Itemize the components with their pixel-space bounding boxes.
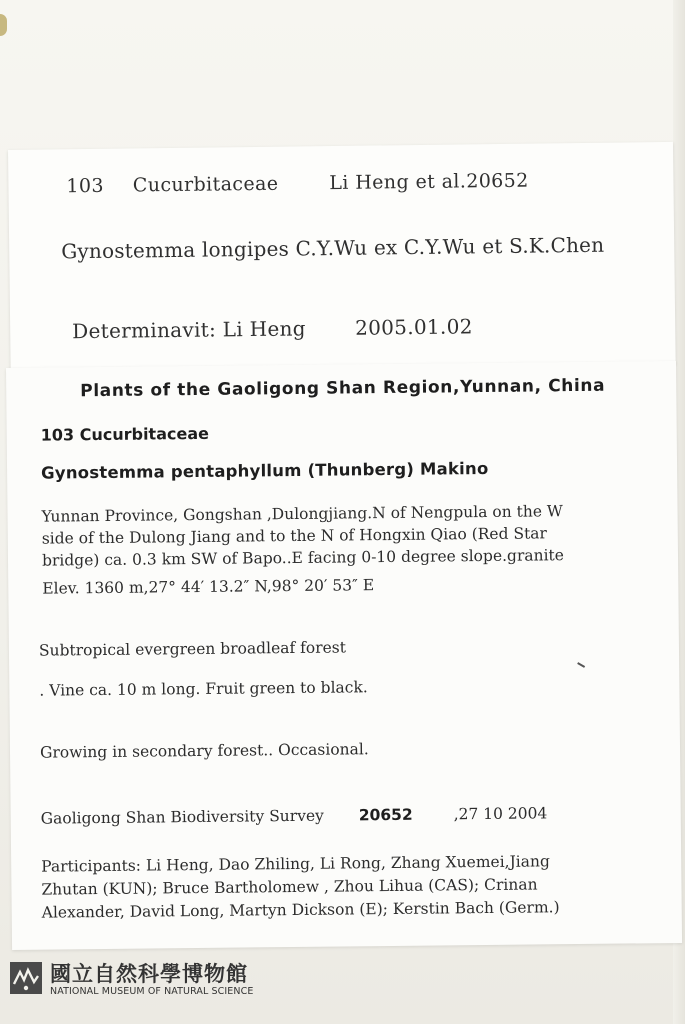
determination-label bbox=[8, 142, 676, 372]
locality-line: bridge) ca. 0.3 km SW of Bapo..E facing 0-10 degree slope.granite bbox=[41, 546, 565, 570]
museum-name-cn: 國立自然科學博物館 bbox=[50, 962, 248, 986]
label-habitat: Subtropical evergreen broadleaf forest bbox=[38, 638, 347, 660]
specimen-label bbox=[6, 361, 682, 950]
museum-logo-icon bbox=[10, 962, 42, 994]
collection-number: 20652 bbox=[358, 805, 413, 825]
label-survey-line bbox=[41, 804, 548, 827]
det-number: 103 bbox=[66, 174, 105, 198]
label-participants bbox=[41, 850, 560, 924]
pen-mark bbox=[577, 662, 585, 668]
survey-name: Gaoligong Shan Biodiversity Survey bbox=[40, 806, 324, 828]
label-title: Plants of the Gaoligong Shan Region,Yunnan, China bbox=[80, 375, 606, 402]
label-elevation: Elev. 1360 m,27° 44′ 13.2″ N,98° 20′ 53″ E bbox=[42, 576, 375, 598]
label-locality bbox=[41, 499, 682, 572]
det-collector: Li Heng et al.20652 bbox=[329, 169, 529, 195]
participants-line: Participants: Li Heng, Dao Zhiling, Li Rong, Zhang Xuemei,Jiang bbox=[41, 852, 550, 876]
label-species: Gynostemma pentaphyllum (Thunberg) Makino bbox=[41, 458, 489, 483]
label-description: . Vine ca. 10 m long. Fruit green to black. bbox=[39, 678, 368, 700]
det-family: Cucurbitaceae bbox=[132, 172, 279, 197]
collection-date: ,27 10 2004 bbox=[453, 804, 548, 824]
det-footer-line bbox=[72, 314, 473, 343]
label-growing: Growing in secondary forest.. Occasional. bbox=[39, 740, 369, 762]
det-determinavit: Determinavit: Li Heng bbox=[72, 316, 306, 344]
det-date: 2005.01.02 bbox=[355, 314, 473, 340]
locality-line: Yunnan Province, Gongshan ,Dulongjiang.N of Nengpula on the W bbox=[41, 502, 563, 526]
museum-name-en: NATIONAL MUSEUM OF NATURAL SCIENCE bbox=[50, 986, 254, 997]
participants-line: Zhutan (KUN); Bruce Bartholomew , Zhou Lihua (CAS); Crinan bbox=[41, 875, 538, 899]
specimen-fragment bbox=[0, 14, 7, 36]
locality-line: side of the Dulong Jiang and to the N of Hongxin Qiao (Red Star bbox=[41, 524, 547, 548]
participants-line: Alexander, David Long, Martyn Dickson (E); Kerstin Bach (Germ.) bbox=[41, 898, 560, 922]
label-family: 103 Cucurbitaceae bbox=[40, 423, 210, 445]
det-header-line bbox=[66, 170, 529, 198]
det-species: Gynostemma longipes C.Y.Wu ex C.Y.Wu et S.K.Chen bbox=[61, 232, 605, 264]
